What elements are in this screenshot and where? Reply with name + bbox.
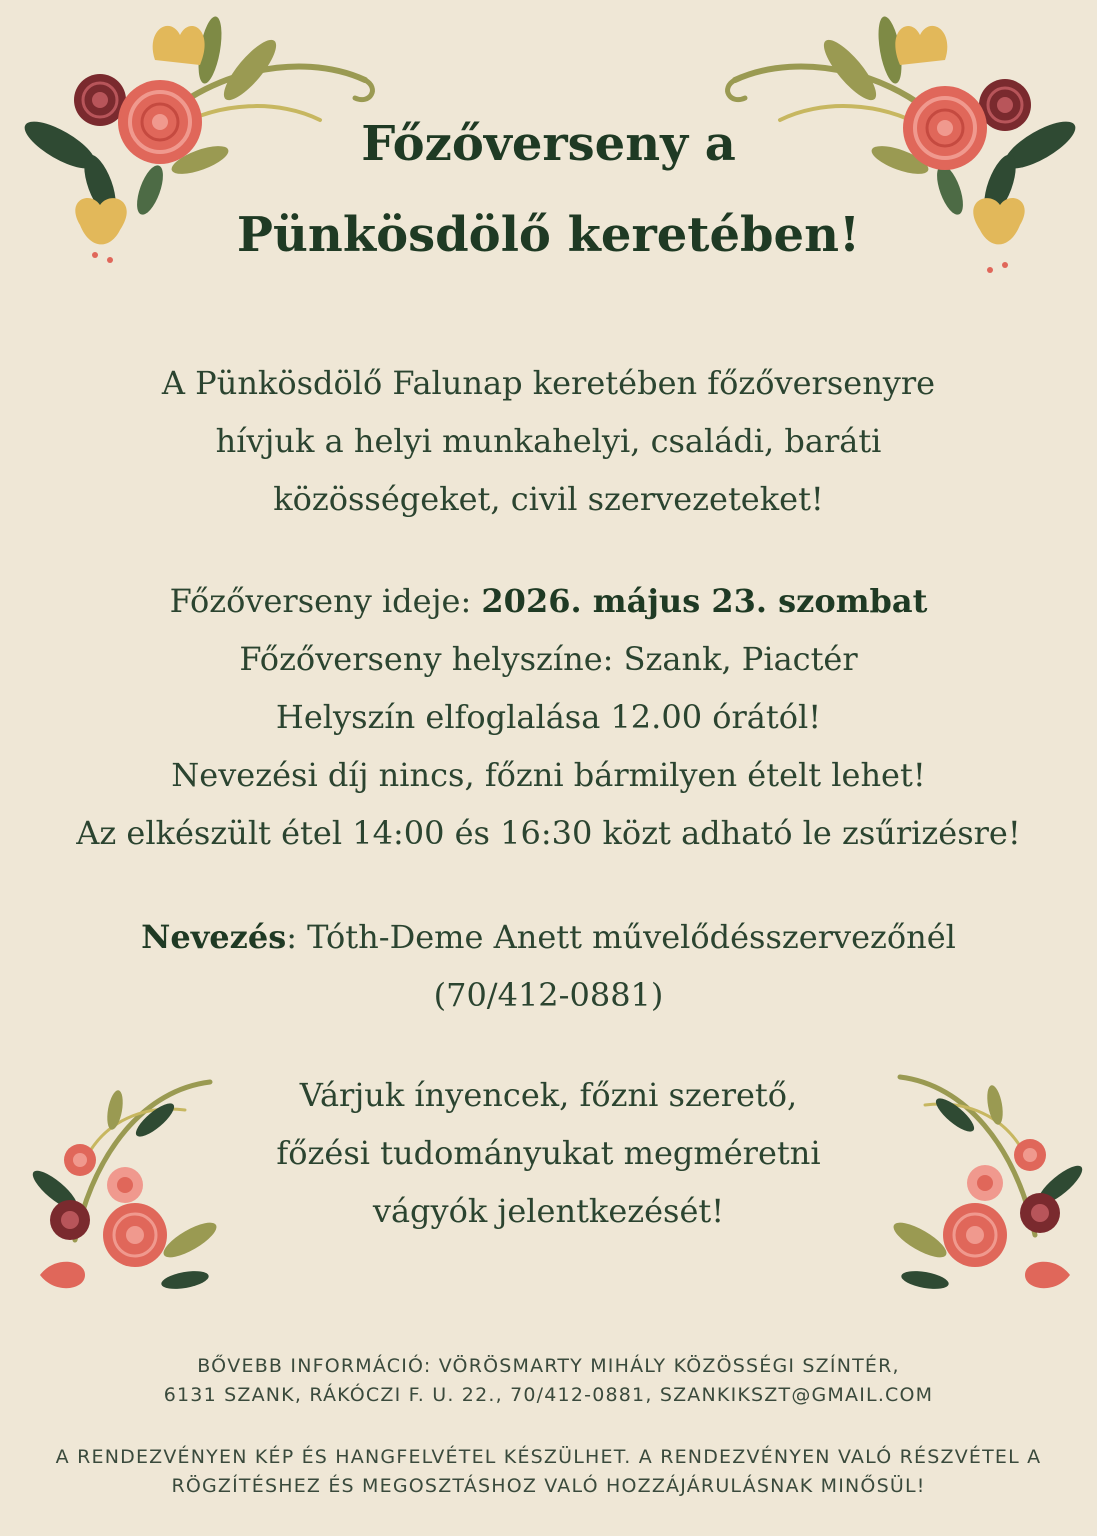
footer-notice-line: A RENDEZVÉNYEN KÉP ÉS HANGFELVÉTEL KÉSZÜLHET. A RENDEZVÉNYEN VALÓ RÉSZVÉTEL A	[55, 1446, 1042, 1468]
event-judging: Az elkészült étel 14:00 és 16:30 közt adható le zsűrizésre!	[76, 814, 1021, 852]
intro-line: közösségeket, civil szervezeteket!	[273, 480, 824, 518]
event-date-label: Főzőverseny ideje:	[169, 582, 482, 620]
title-line-1: Főzőverseny a	[361, 116, 736, 172]
registration	[0, 908, 1097, 1024]
intro-line: hívjuk a helyi munkahelyi, családi, baráti	[215, 422, 882, 460]
footer-notice-line: RÖGZÍTÉSHEZ ÉS MEGOSZTÁSHOZ VALÓ HOZZÁJÁRULÁSNAK MINŐSÜL!	[171, 1475, 926, 1497]
invite-line: főzési tudományukat megméretni	[276, 1134, 821, 1172]
event-date	[0, 572, 1097, 630]
registration-phone: (70/412-0881)	[433, 976, 664, 1014]
footer-info	[0, 1352, 1097, 1410]
registration-contact	[0, 908, 1097, 966]
footer-info-line: BŐVEBB INFORMÁCIÓ: VÖRÖSMARTY MIHÁLY KÖZÖSSÉGI SZÍNTÉR,	[197, 1355, 900, 1377]
event-details	[0, 572, 1097, 862]
title-line-2: Pünkösdölő keretében!	[236, 207, 861, 263]
intro-paragraph	[0, 354, 1097, 528]
intro-line: A Pünkösdölő Falunap keretében főzőversenyre	[161, 364, 936, 402]
invite-line: vágyók jelentkezését!	[372, 1192, 725, 1230]
event-place: Főzőverseny helyszíne: Szank, Piactér	[239, 640, 858, 678]
event-fee: Nevezési díj nincs, főzni bármilyen ételt lehet!	[171, 756, 926, 794]
registration-text: : Tóth-Deme Anett művelődésszervezőnél	[286, 918, 956, 956]
footer-notice	[0, 1443, 1097, 1501]
invitation	[0, 1066, 1097, 1240]
event-occupy-time: Helyszín elfoglalása 12.00 órától!	[275, 698, 822, 736]
registration-label: Nevezés	[141, 918, 287, 956]
footer-info-line: 6131 SZANK, RÁKÓCZI F. U. 22., 70/412-0881, SZANKIKSZT@GMAIL.COM	[163, 1384, 934, 1406]
invite-line: Várjuk ínyencek, főzni szerető,	[299, 1076, 798, 1114]
event-date-value: 2026. május 23. szombat	[481, 582, 928, 620]
